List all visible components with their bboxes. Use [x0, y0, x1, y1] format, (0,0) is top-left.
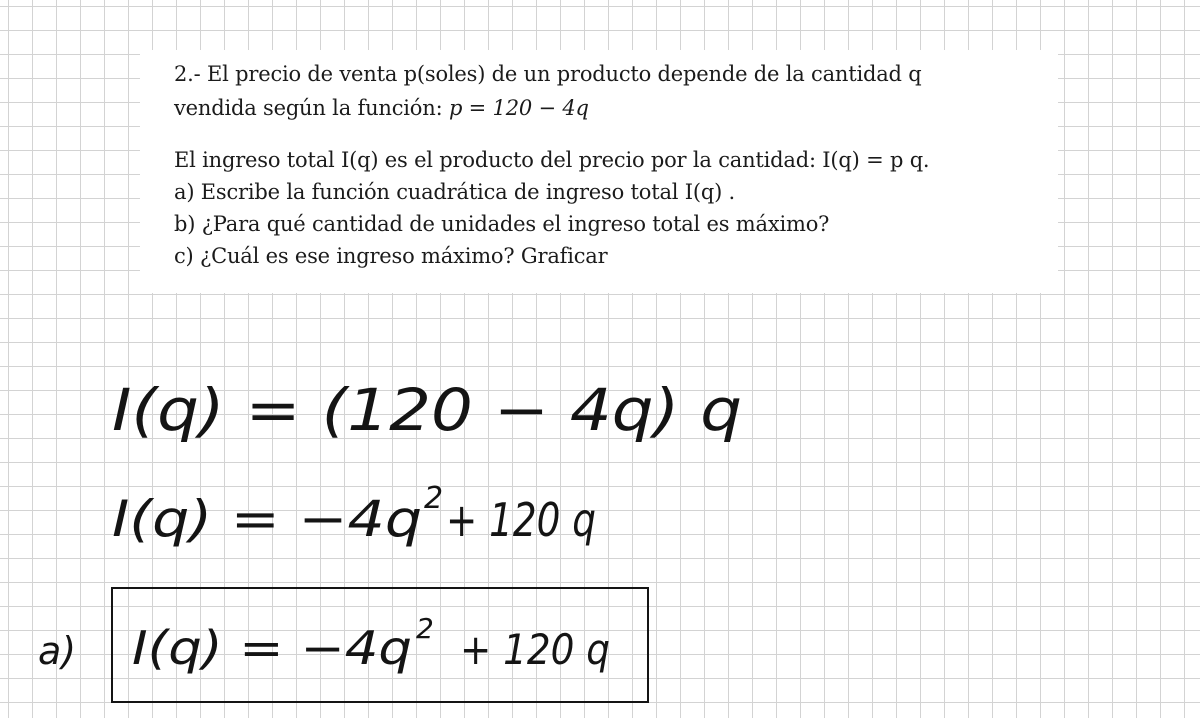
solution-step-2-main: I(q) = −4q: [112, 490, 422, 548]
price-function-text: vendida según la función:: [174, 96, 443, 120]
answer-exponent: 2: [416, 612, 434, 645]
question-c: c) ¿Cuál es ese ingreso máximo? Graficar: [174, 244, 608, 268]
income-definition-line: El ingreso total I(q) es el producto del precio por la cantidad: I(q) = p q.: [174, 148, 930, 172]
price-function-formula: p = 120 − 4q: [448, 96, 589, 120]
solution-step-1: I(q) = (120 − 4q) q: [112, 376, 742, 444]
answer-tail: + 120 q: [460, 625, 610, 674]
question-a: a) Escribe la función cuadrática de ingreso total I(q) .: [174, 180, 736, 204]
answer-main: I(q) = −4q: [132, 621, 412, 675]
solution-step-2-tail: + 120 q: [446, 493, 596, 547]
solution-step-2-exponent: 2: [424, 481, 444, 516]
question-b: b) ¿Para qué cantidad de unidades el ingreso total es máximo?: [174, 212, 830, 236]
answer-label: a): [38, 629, 77, 673]
problem-title-line: 2.- El precio de venta p(soles) de un producto depende de la cantidad q: [174, 62, 922, 86]
